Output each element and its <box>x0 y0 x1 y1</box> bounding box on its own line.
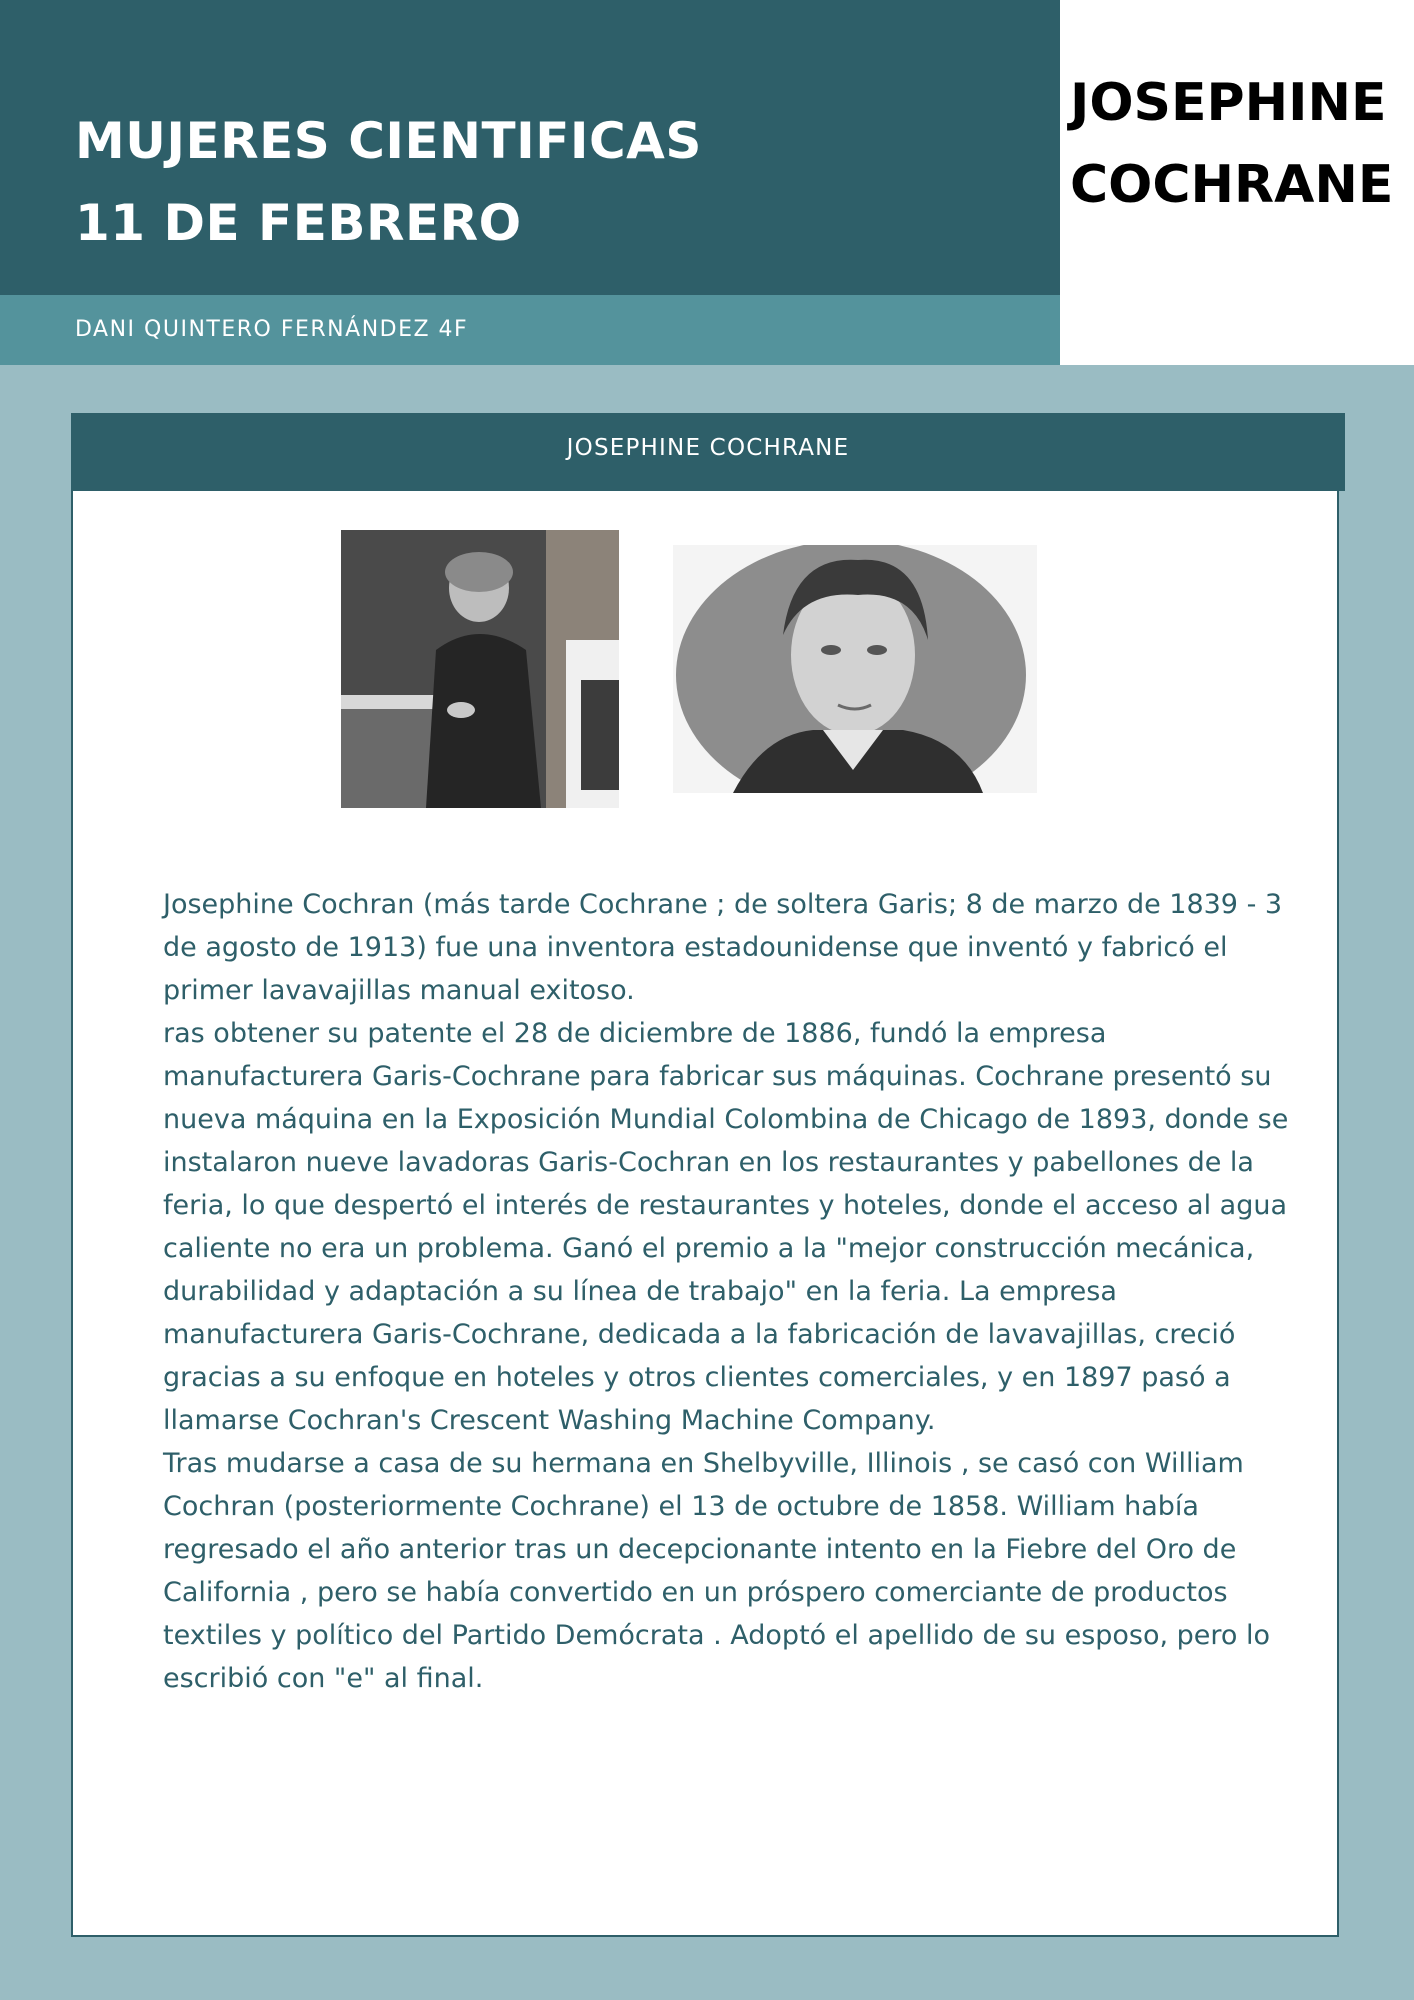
subject-name <box>1070 62 1393 226</box>
card-heading: JOSEPHINE COCHRANE <box>71 413 1345 491</box>
author-name: DANI QUINTERO FERNÁNDEZ 4F <box>75 317 469 342</box>
biography-text <box>163 883 1293 1700</box>
paragraph-1: Josephine Cochran (más tarde Cochrane ; de soltera Garis; 8 de marzo de 1839 - 3 de agosto de 1913) fue una inventora estadounidense que inventó y fabricó el primer lavavajillas manual exitoso. <box>163 889 1283 1006</box>
title-line-2: 11 DE FEBRERO <box>75 194 522 252</box>
author-band <box>0 295 1060 365</box>
paragraph-3: Tras mudarse a casa de su hermana en Shelbyville, Illinois , se casó con William Cochran (posteriormente Cochrane) el 13 de octubre de 1858. William había regresado el año anterior tras un decepcionante intento en la Fiebre del Oro de California , pero se había convertido en un próspero comerciante de productos textiles y político del Partido Demócrata . Adoptó el apellido de su esposo, pero lo escribió con "e" al final. <box>163 1448 1271 1694</box>
portrait-photo-desk <box>341 530 619 808</box>
portrait-oval-illustration <box>673 545 1037 793</box>
page-title <box>75 100 702 264</box>
title-line-1: MUJERES CIENTIFICAS <box>75 112 702 170</box>
header-band <box>0 0 1060 295</box>
paragraph-2: ras obtener su patente el 28 de diciembre de 1886, fundó la empresa manufacturera Garis-Cochrane para fabricar sus máquinas. Cochrane presentó su nueva máquina en la Exposición Mundial Colombina de Chicago de 1893, donde se instalaron nueve lavadoras Garis-Cochran en los restaurantes y pabellones de la feria, lo que despertó el interés de restaurantes y hoteles, donde el acceso al agua caliente no era un problema. Ganó el premio a la "mejor construcción mecánica, durabilidad y adaptación a su línea de trabajo" en la feria. La empresa manufacturera Garis-Cochrane, dedicada a la fabricación de lavavajillas, creció gracias a su enfoque en hoteles y otros clientes comerciales, y en 1897 pasó a llamarse Cochran's Crescent Washing Machine Company. <box>163 1018 1289 1436</box>
portrait-desk-illustration <box>341 530 619 808</box>
name-box <box>1060 0 1414 365</box>
portrait-photo-oval <box>673 545 1037 793</box>
subject-name-line-1: JOSEPHINE <box>1070 73 1387 133</box>
subject-name-line-2: COCHRANE <box>1070 155 1394 215</box>
